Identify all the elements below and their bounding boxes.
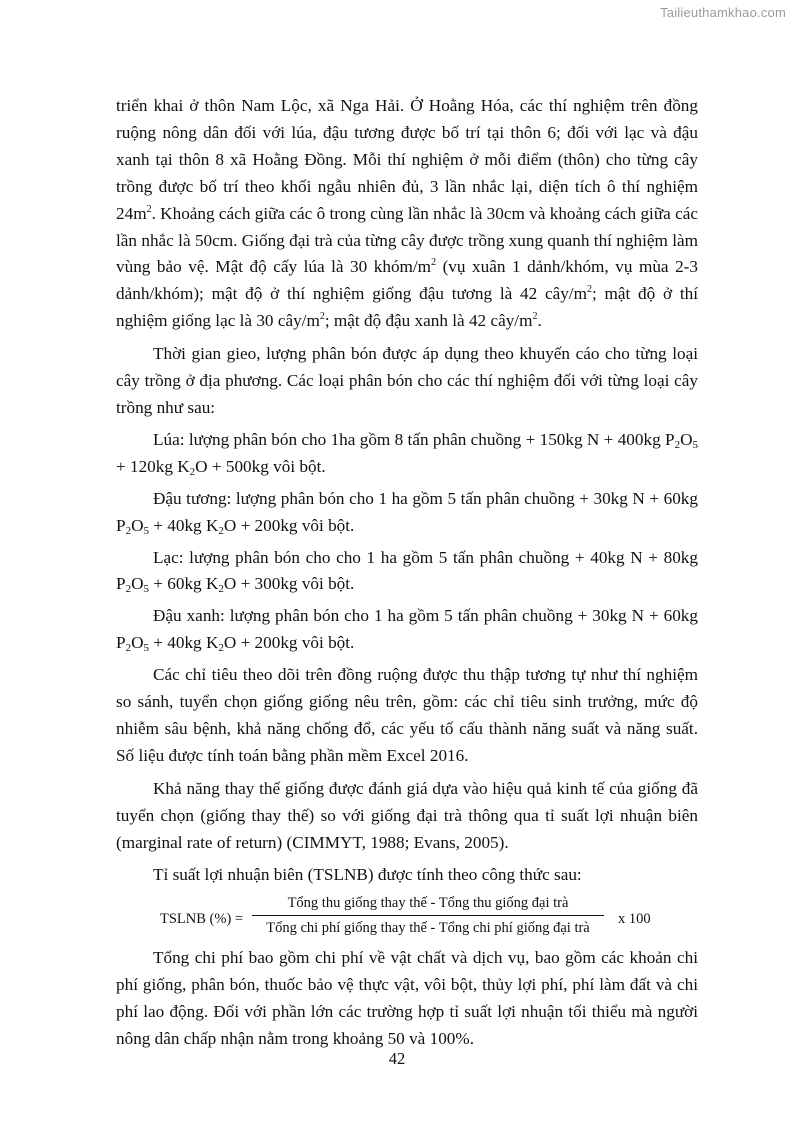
formula-numerator: Tổng thu giống thay thế - Tổng thu giống đại trà <box>287 895 569 912</box>
document-body <box>116 93 698 1053</box>
paragraph-fertilizer-lac: Lạc: lượng phân bón cho cho 1 ha gồm 5 tấn phân chuồng + 40kg N + 80kg $P_2O_5 + 60kg$ $K_2O + 300kg$ vôi bột. <box>116 547 698 596</box>
paragraph-field-indicators: Các chỉ tiêu theo dõi trên đồng ruộng được thu thập tương tự như thí nghiệm so sánh, tuyển chọn giống giống nêu trên, gồm: các chỉ tiêu sinh trưởng, mức độ nhiễm sâu bệnh, khả năng chống đổ, các yếu tố cấu thành năng suất và năng suất. Số liệu được tính toán bằng phần mềm Excel 2016. <box>116 665 698 765</box>
paragraph-total-cost: Tổng chi phí bao gồm chi phí về vật chất và dịch vụ, bao gồm các khoản chi phí giống, phân bón, thuốc bảo vệ thực vật, vôi bột, thủy lợi phí, phí làm đất và chi phí lao động. Đối với phần lớn các trường hợp tỉ suất lợi nhuận tối thiểu mà người nông dân chấp nhận nằm trong khoảng 50 và 100%. <box>116 948 698 1049</box>
formula-lhs: TSLNB (%) = <box>160 911 244 928</box>
paragraph-formula-intro: Tỉ suất lợi nhuận biên (TSLNB) được tính theo công thức sau: <box>153 865 582 885</box>
tslnb-formula <box>116 893 698 941</box>
paragraph-fertilizer-dau-xanh: Đậu xanh: lượng phân bón cho 1 ha gồm 5 tấn phân chuồng + 30kg N + 60kg $P_2O_5 + 40kg$ $K_2O + 200kg$ vôi bột. <box>116 606 698 655</box>
paragraph-fertilizer-lua: Lúa: lượng phân bón cho 1ha gồm 8 tấn phân chuồng + 150kg N + 400kg $P_2O_5 + 120kg$ $K_2O + 500kg$ vôi bột. <box>116 429 698 478</box>
paragraph-methods-layout: triển khai ở thôn Nam Lộc, xã Nga Hải. Ở Hoằng Hóa, các thí nghiệm trên đồng ruộng nông dân đối với lúa, đậu tương được bố trí tại thôn 6; đối với lạc và đậu xanh tại thôn 8 xã Hoằng Đồng. Mỗi thí nghiệm ở mỗi điểm (thôn) cho từng cây trồng được bố trí theo khối ngẫu nhiên đủ, 3 lần nhắc lại, diện tích ô thí nghiệm $24m^2$. Khoảng cách giữa các ô trong cùng lần nhắc là 30cm và khoảng cách giữa các lần nhắc là 50cm. Giống đại trà của từng cây được trồng xung quanh thí nghiệm làm vùng bảo vệ. Mật độ cấy lúa là 30 khóm/$m^2$ (vụ xuân 1 dảnh/khóm, vụ mùa 2-3 dảnh/khóm); mật độ ở thí nghiệm giống đậu tương là 42 cây/$m^2$; mật độ ở thí nghiệm giống lạc là 30 cây/$m^2$; mật độ đậu xanh là 42 cây/$m^2$. <box>116 96 698 331</box>
paragraph-fertilizer-dau-tuong: Đậu tương: lượng phân bón cho 1 ha gồm 5 tấn phân chuồng + 30kg N + 60kg $P_2O_5 + 40kg$ $K_2O + 200kg$ vôi bột. <box>116 488 698 537</box>
formula-denominator: Tổng chi phí giống thay thế - Tổng chi phí giống đại trà <box>266 920 590 937</box>
fraction-bar <box>252 915 604 916</box>
formula-fraction <box>252 893 604 938</box>
paragraph-replacement-ability: Khả năng thay thế giống được đánh giá dựa vào hiệu quả kinh tế của giống đã tuyển chọn (giống thay thế) so với giống đại trà thông qua tỉ suất lợi nhuận biên (marginal rate of return) (CIMMYT, 1988; Evans, 2005). <box>116 778 698 852</box>
page-number: 42 <box>388 1049 406 1068</box>
formula-rhs: x 100 <box>618 911 651 928</box>
watermark: Tailieuthamkhao.com <box>660 5 786 20</box>
paragraph-fertilizer-intro: Thời gian gieo, lượng phân bón được áp dụng theo khuyến cáo cho từng loại cây trồng ở địa phương. Các loại phân bón cho các thí nghiệm đối với từng loại cây trồng như sau: <box>116 344 698 417</box>
